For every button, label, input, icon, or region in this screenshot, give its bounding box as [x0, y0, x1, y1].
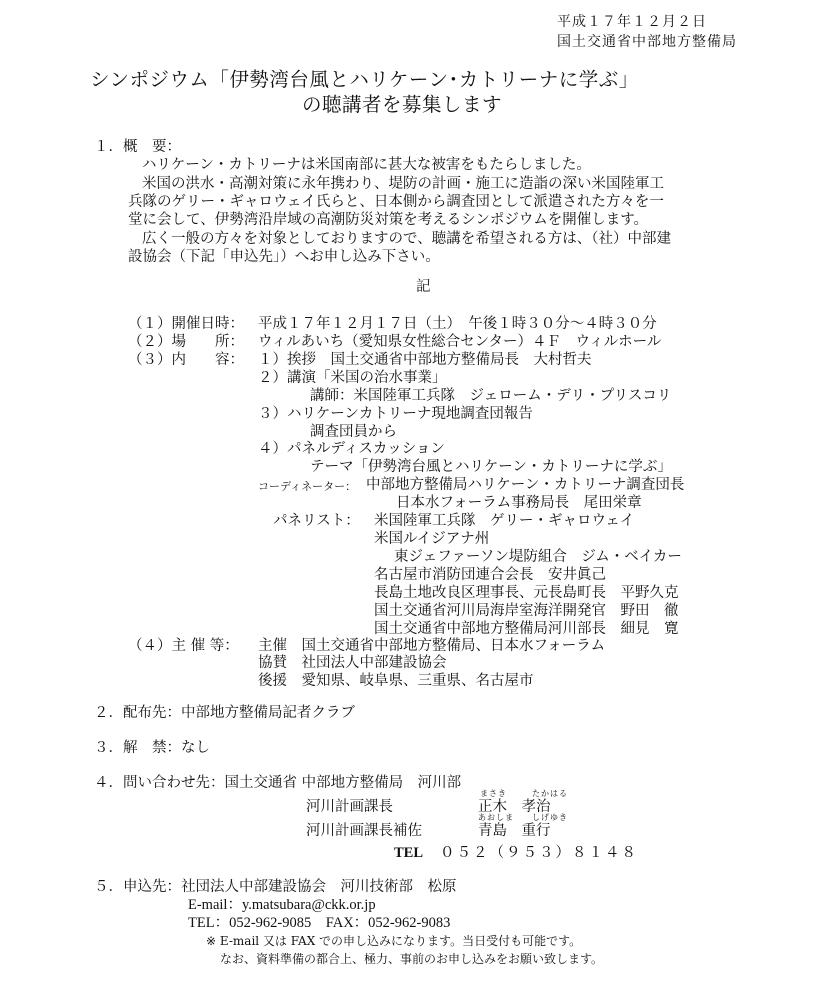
panelist-line: 国土交通省中部地方整備局河川部長 細見 寛: [374, 621, 679, 637]
contact-name: 正木 孝治: [478, 799, 551, 815]
coordinator-line: 中部地方整備局ハリケーン・カトリーナ調査団長: [366, 477, 685, 493]
panelist-line: 米国陸軍工兵隊 ゲリー・ギャロウェイ: [374, 513, 635, 529]
panelist-line: 米国ルイジアナ州: [374, 531, 490, 547]
coordinator-label: コーディネーター：: [258, 480, 357, 493]
content-item: １）挨拶 国土交通省中部地方整備局長 大村哲夫: [258, 352, 592, 368]
host-line: 協賛 社団法人中部建設協会: [258, 655, 447, 671]
contact-label: ４．問い合わせ先：国土交通省 中部地方整備局 河川部: [94, 775, 462, 791]
content-item: ２）講演「米国の治水事業」: [258, 370, 447, 386]
overview-line: 広く一般の方々を対象としておりますので、聴講を希望される方は、（社）中部建: [142, 231, 671, 247]
overview-line: 兵隊のゲリー・ギャロウェイ氏らと、日本側から調査団として派遣された方々を一: [128, 194, 664, 210]
apply-telfax: TEL：052-962-9085 FAX：052-962-9083: [188, 915, 451, 931]
embargo-line: ３．解 禁：なし: [94, 740, 210, 756]
content-item: ４）パネルディスカッション: [258, 441, 445, 457]
document-title-line2: の聴講者を募集します: [302, 93, 503, 116]
ruby: しげゆき: [532, 813, 568, 822]
contact-title: 河川計画課長補佐: [306, 823, 422, 839]
release-date: 平成１７年１２月２日: [557, 14, 707, 30]
contact-tel-label: TEL: [394, 845, 424, 861]
contact-title: 河川計画課長: [306, 799, 393, 815]
panelist-line: 国土交通省河川局海岸室海洋開発官 野田 徹: [374, 603, 679, 619]
event-date-value: 平成１７年１２月１７日（土） 午後１時３０分～４時３０分: [258, 316, 657, 332]
ruby: たかはる: [532, 789, 568, 798]
contact-tel-value: ０５２（９５３）８１４８: [440, 845, 638, 861]
content-item: ３）ハリケーンカトリーナ現地調査団報告: [258, 406, 533, 422]
panelist-line: 名古屋市消防団連合会長 安井眞己: [374, 567, 606, 583]
panelist-line: 長島土地改良区理事長、元長島町長 平野久克: [374, 585, 679, 601]
content-item: 講師：米国陸軍工兵隊 ジェローム・デリ・プリスコリ: [310, 388, 672, 404]
overview-line: 設協会（下記「申込先」）へお申し込み下さい。: [128, 249, 440, 265]
event-place-value: ウィルあいち（愛知県女性総合センター）４Ｆ ウィルホール: [258, 334, 662, 350]
ki-marker: 記: [416, 279, 431, 295]
apply-email: E-mail：y.matsubara@ckk.or.jp: [188, 897, 376, 913]
overview-line: 米国の洪水・高潮対策に永年携わり、堤防の計画・施工に造詣の深い米国陸軍工: [142, 176, 664, 192]
host-label: （４）主 催 等：: [128, 638, 239, 654]
panelist-label: パネリスト：: [273, 513, 360, 529]
contact-name: 青島 重行: [478, 823, 551, 839]
distribution-line: ２．配布先：中部地方整備局記者クラブ: [94, 705, 355, 721]
event-date-label: （１）開催日時：: [128, 316, 244, 332]
document-title-line1: シンポジウム「伊勢湾台風とハリケーン･カトリーナに学ぶ」: [90, 68, 639, 91]
ruby: まさき: [480, 789, 507, 798]
apply-note: ※ E-mail 又は FAX での申し込みになります。当日受付も可能です。: [206, 934, 582, 948]
overview-heading: １．概 要：: [94, 139, 181, 155]
event-place-label: （２）場 所：: [128, 334, 244, 350]
content-item: 調査団員から: [310, 424, 397, 440]
overview-line: 堂に会して、伊勢湾沿岸域の高潮防災対策を考えるシンポジウムを開催します。: [128, 212, 649, 228]
host-line: 後援 愛知県、岐阜県、三重県、名古屋市: [258, 673, 534, 689]
content-item: テーマ「伊勢湾台風とハリケーン・カトリーナに学ぶ」: [310, 459, 672, 475]
ruby: あおしま: [478, 813, 514, 822]
panelist-line: 東ジェファーソン堤防組合 ジム・ベイカー: [394, 549, 682, 565]
host-line: 主催 国土交通省中部地方整備局、日本水フォーラム: [258, 638, 606, 654]
overview-line: ハリケーン・カトリーナは米国南部に甚大な被害をもたらしました。: [142, 157, 591, 173]
apply-label: ５．申込先：社団法人中部建設協会 河川技術部 松原: [94, 879, 457, 895]
issuing-office: 国土交通省中部地方整備局: [557, 34, 737, 50]
coordinator-line: 日本水フォーラム事務局長 尾田栄章: [396, 495, 642, 511]
event-content-label: （３）内 容：: [128, 352, 244, 368]
apply-note: なお、資料準備の都合上、極力、事前のお申し込みをお願い致します。: [220, 952, 604, 966]
